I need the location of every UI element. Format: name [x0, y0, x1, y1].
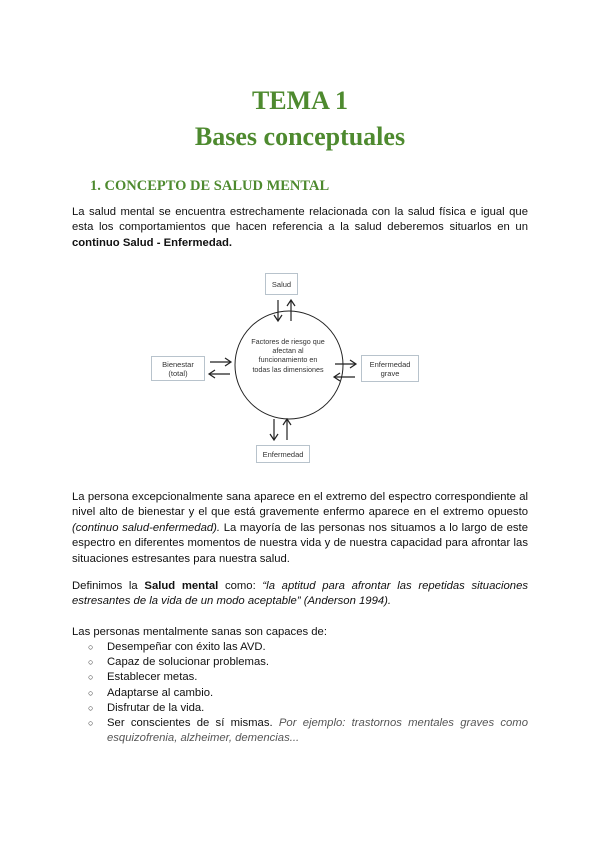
spectrum-paragraph [72, 490, 528, 567]
bullet-icon: ○ [88, 687, 94, 698]
definition-bold: Salud mental [144, 580, 219, 592]
page-title: TEMA 1 [251, 86, 349, 115]
definition-prefix: Definimos la [72, 580, 145, 592]
list-item: ○ Disfrutar de la vida. [88, 701, 528, 716]
spectrum-italic: (continuo salud-enfermedad). [72, 521, 221, 534]
right-arrows [334, 360, 356, 381]
serious-illness-box: Enfermedad grave [361, 355, 419, 382]
intro-bold: continuo Salud - Enfermedad. [72, 236, 233, 249]
definition-paragraph [72, 579, 528, 610]
page-subtitle: Bases conceptuales [194, 122, 406, 151]
definition-ref: (Anderson 1994). [300, 595, 392, 608]
top-arrows [274, 300, 295, 321]
illness-box: Enfermedad [256, 445, 310, 463]
list-item: ○ Ser conscientes de sí mismas. Por ejemplo: trastornos mentales graves como esquizofrenia, alzheimer, demencias... [88, 717, 528, 745]
bullet-icon: ○ [88, 657, 94, 668]
bullet-icon: ○ [88, 718, 94, 729]
left-arrows [209, 358, 231, 378]
list-item: ○ Establecer metas. [88, 670, 528, 685]
bottom-arrows [270, 419, 291, 440]
spectrum-text-b: La mayoría de las personas nos situamos a lo largo de este espectro en diferentes momentos de nuestra vida y de nuestra capacidad para afrontar las situaciones estresantes para nuestra salud. [72, 521, 528, 565]
list-item: ○ Desempeñar con éxito las AVD. [88, 640, 528, 655]
bullet-icon: ○ [88, 642, 94, 652]
intro-text: La salud mental se encuentra estrechamente relacionada con la salud física e igual que esta los comportamientos que hacen referencia a la salud deberemos situarlos en un [72, 206, 528, 234]
definition-quote: “la aptitud para afrontar las repetidas situaciones estresantes de la vida de un modo aceptable” [72, 580, 529, 608]
capacities-intro: Las personas mentalmente sanas son capaces de: [72, 626, 327, 638]
health-box: Salud [265, 273, 298, 295]
section-heading: 1. CONCEPTO DE SALUD MENTAL [90, 178, 330, 194]
definition-mid: como: [218, 580, 263, 592]
risk-factors-text: Factores de riesgo que afectan al funcionamiento en todas las dimensiones [251, 337, 325, 374]
list-item: ○ Adaptarse al cambio. [88, 686, 528, 701]
spectrum-text-a: La persona excepcionalmente sana aparece en el extremo del espectro correspondiente al nivel alto de bienestar y el que está gravemente enfermo aparece en el extremo opuesto [72, 491, 528, 519]
wellbeing-box: Bienestar (total) [151, 356, 205, 381]
bullet-icon: ○ [88, 702, 94, 713]
capacities-list [88, 640, 528, 746]
list-item: ○ Capaz de solucionar problemas. [88, 655, 528, 670]
bullet-icon: ○ [88, 672, 94, 683]
example-text: Por ejemplo: trastornos mentales graves como esquizofrenia, alzheimer, demencias... [107, 717, 528, 745]
